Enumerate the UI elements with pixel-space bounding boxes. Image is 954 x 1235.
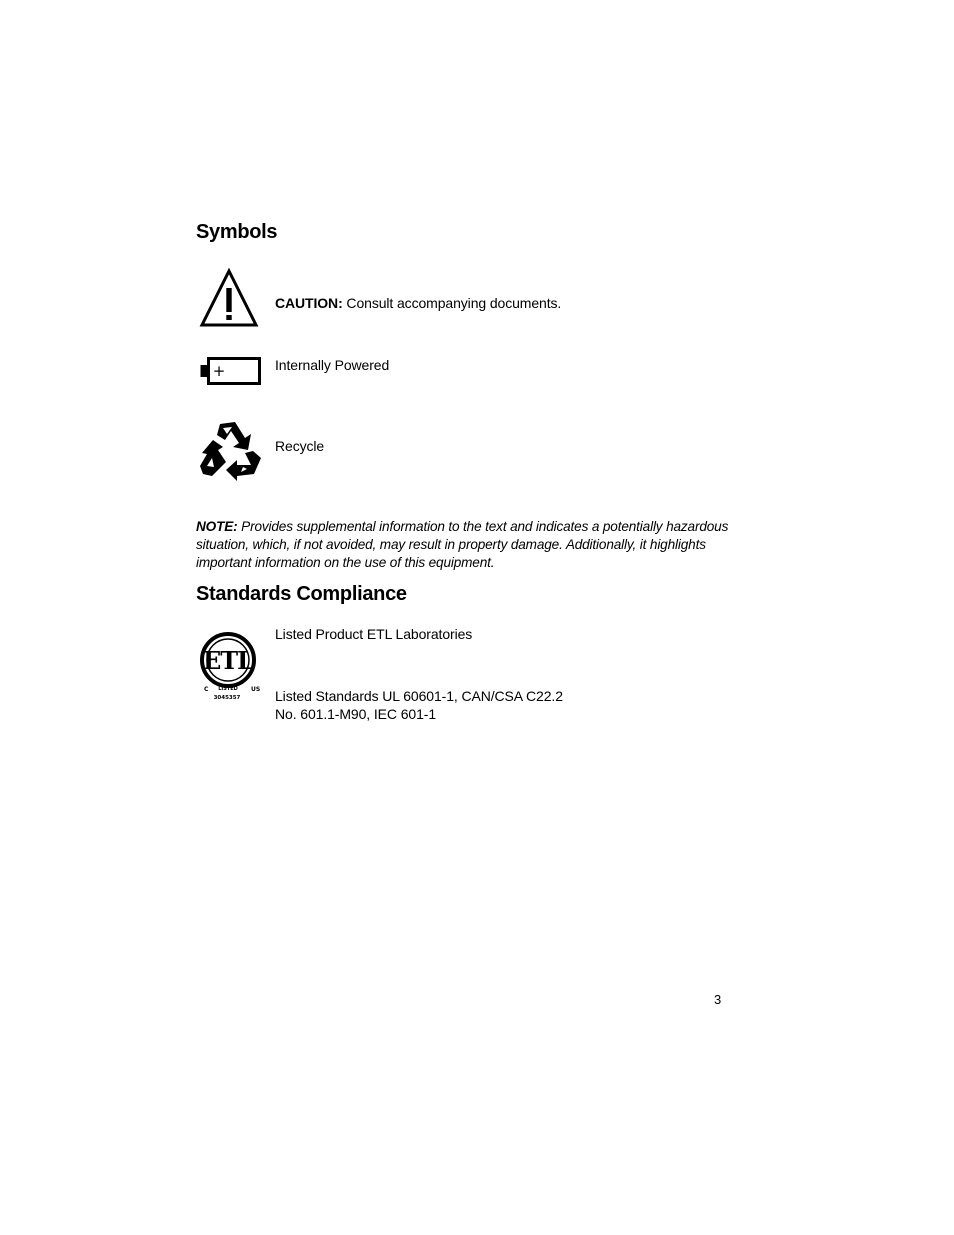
etl-listed-text: LISTED	[218, 686, 238, 692]
internally-powered-label: Internally Powered	[275, 357, 390, 373]
caution-label	[275, 294, 561, 312]
caution-label-strong: CAUTION:	[275, 295, 343, 311]
note-label: NOTE:	[196, 519, 238, 534]
etl-number-text: 3045357	[213, 695, 241, 701]
etl-us-text: US	[251, 686, 261, 693]
standards-compliance-heading: Standards Compliance	[196, 583, 407, 605]
battery-icon	[200, 356, 262, 386]
listed-product-label: Listed Product ETL Laboratories	[275, 626, 473, 642]
caution-label-text: Consult accompanying documents.	[342, 295, 562, 311]
etl-c-text: C	[204, 686, 209, 693]
listed-standards-line-2: No. 601.1-M90, IEC 601-1	[275, 706, 437, 722]
recycle-icon	[199, 420, 263, 482]
note-paragraph	[196, 518, 736, 572]
symbols-heading: Symbols	[196, 221, 278, 243]
listed-standards-label	[275, 687, 563, 723]
note-text: Provides supplemental information to the text and indicates a potentially hazardous situation, which, if not avoided, may result in property damage. Additionally, it highlights important information on the use of this equipment.	[196, 519, 729, 570]
listed-standards-line-1: Listed Standards UL 60601-1, CAN/CSA C22.2	[275, 688, 563, 704]
etl-listed-mark-icon	[196, 630, 264, 702]
recycle-label: Recycle	[275, 438, 325, 454]
page-number: 3	[714, 992, 722, 1007]
etl-logo-text: ETL	[202, 646, 254, 675]
caution-triangle-icon	[199, 268, 259, 328]
battery-plus-sign: +	[212, 362, 226, 380]
